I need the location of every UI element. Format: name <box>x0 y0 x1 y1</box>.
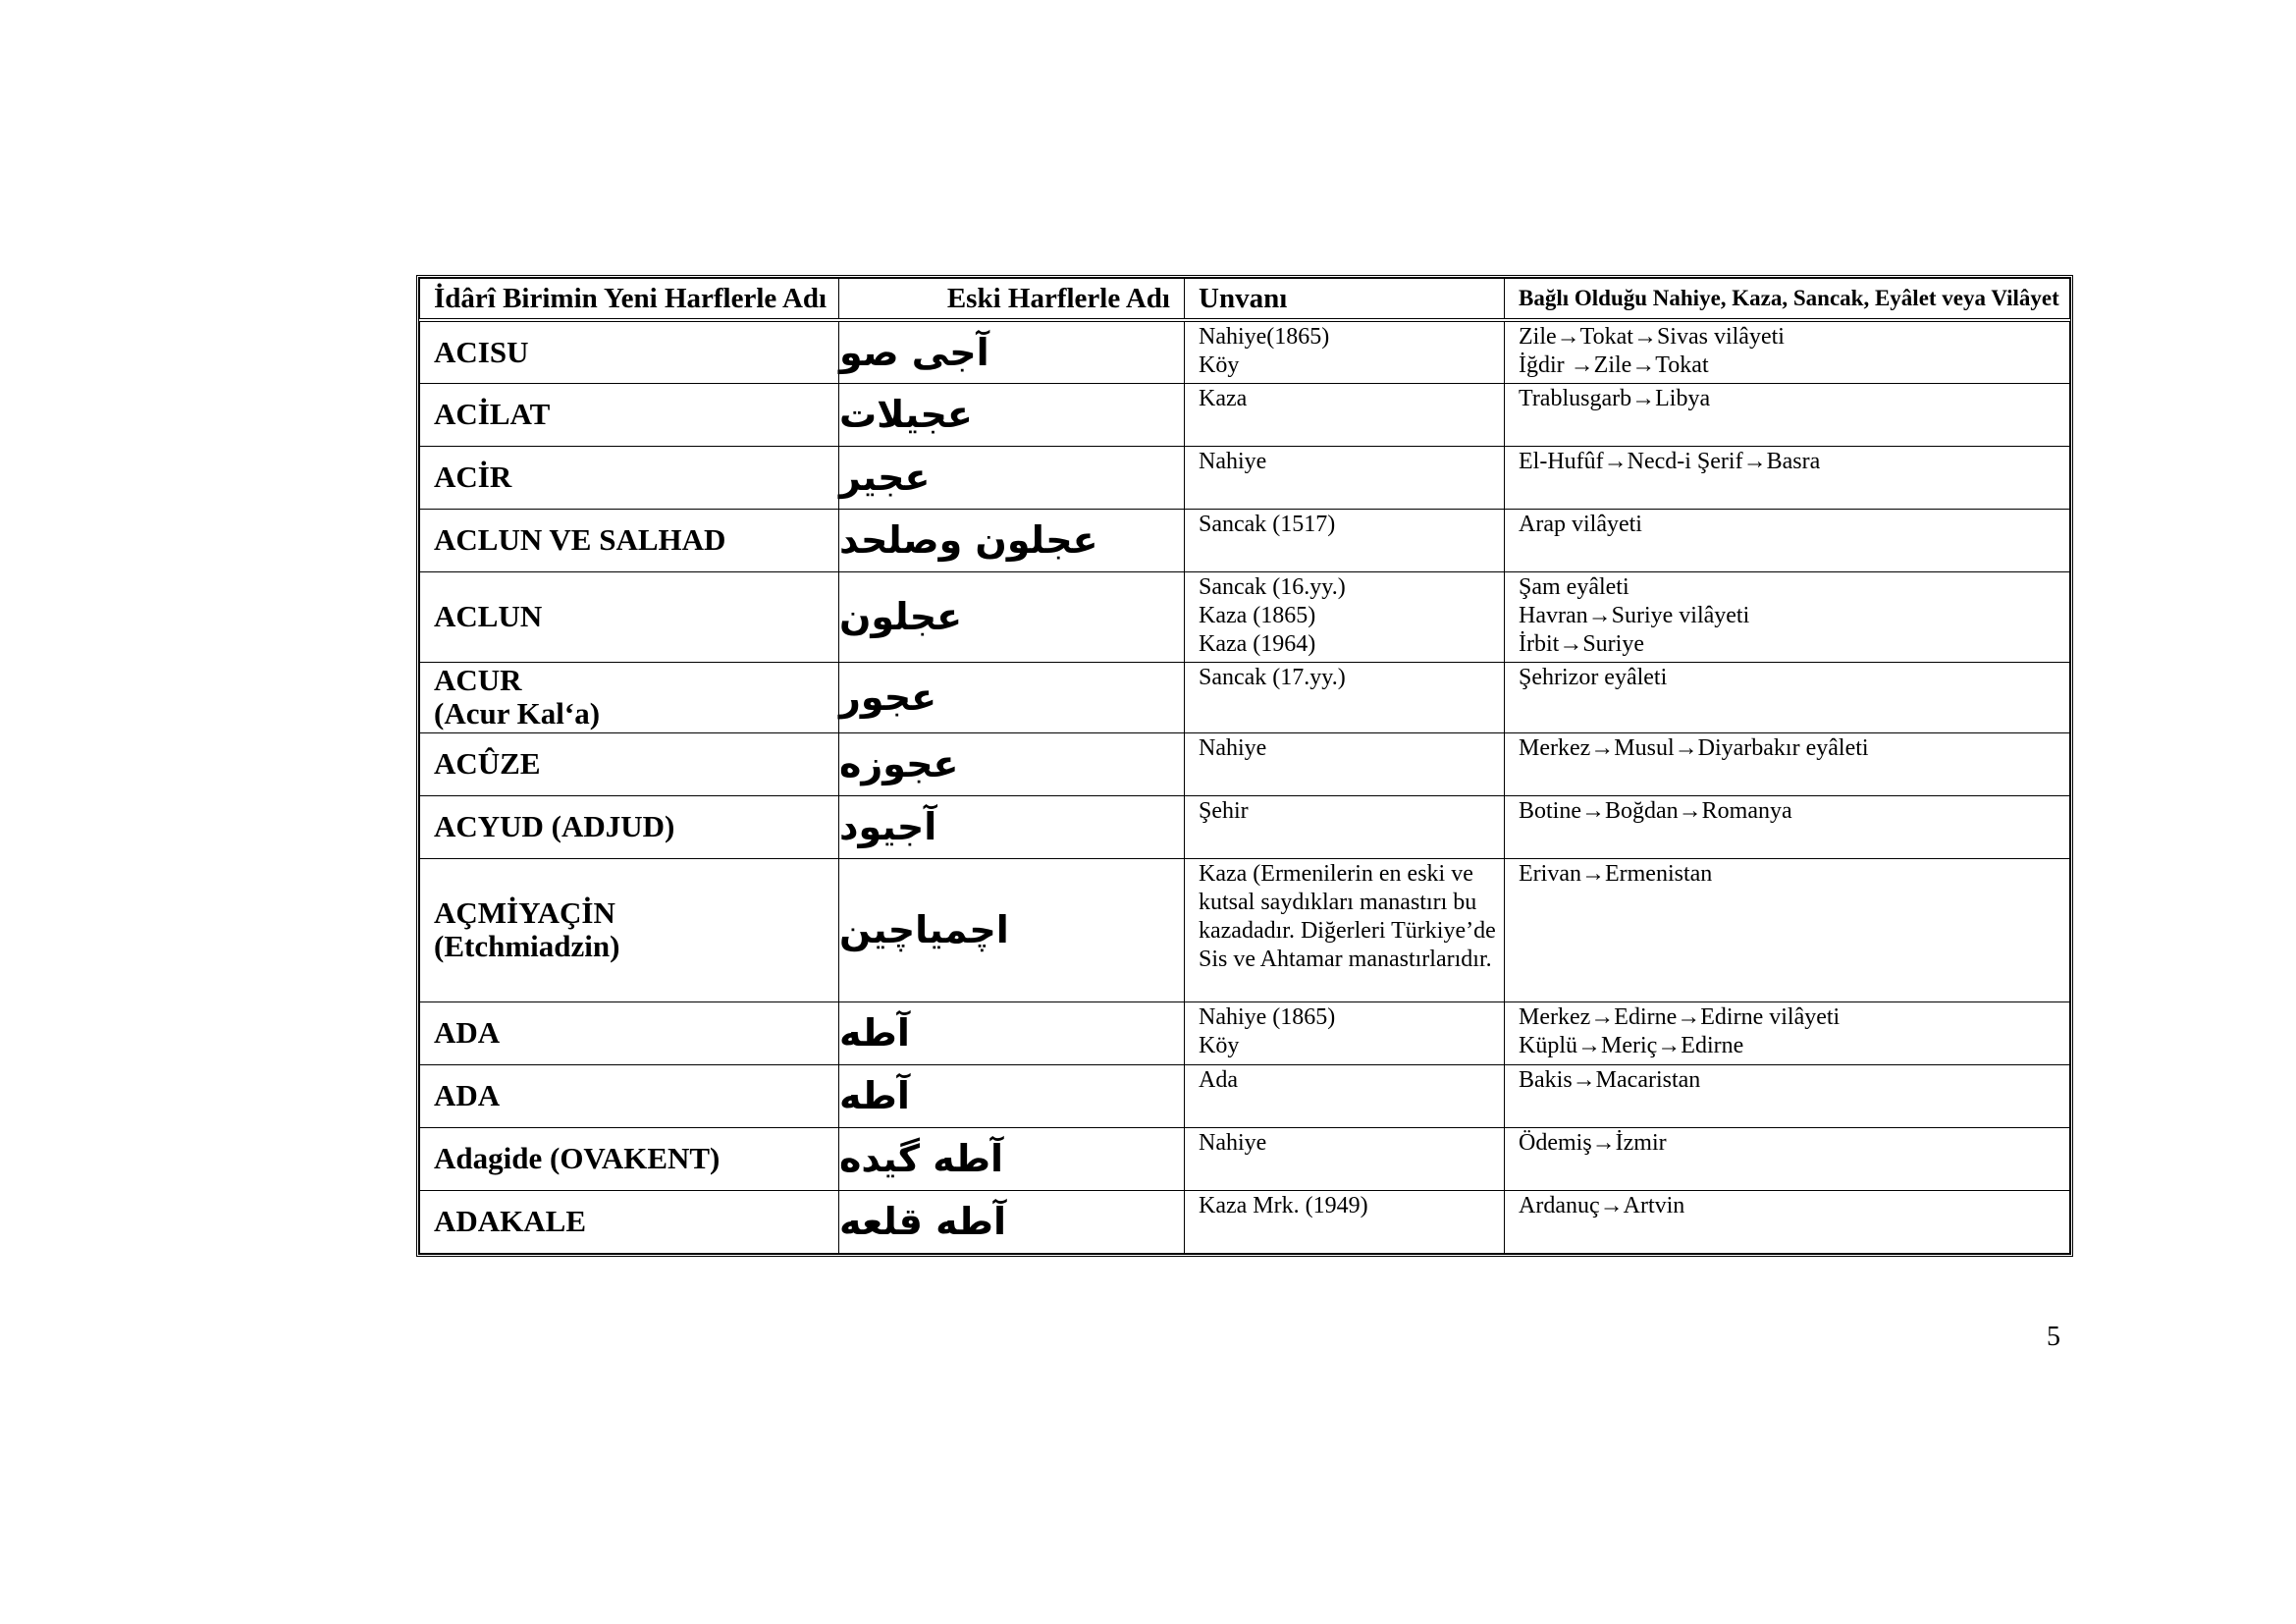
cell-old-name: آطه <box>839 1001 1185 1064</box>
title-line: Nahiye <box>1199 448 1267 474</box>
affiliation-line: Ardanuç→Artvin <box>1519 1192 1685 1218</box>
new-name-line: (Etchmiadzin) <box>434 929 620 963</box>
cell-affiliation <box>1505 446 2070 509</box>
cell-new-name <box>420 1190 839 1253</box>
cell-affiliation <box>1505 858 2070 1001</box>
affiliation-line: Botine→Boğdan→Romanya <box>1519 797 1792 824</box>
cell-old-name: اچمیاچین <box>839 858 1185 1001</box>
table-row <box>420 662 2070 732</box>
cell-old-name: عجلون <box>839 571 1185 662</box>
cell-affiliation <box>1505 1127 2070 1190</box>
cell-title <box>1185 1001 1505 1064</box>
affiliation-line: Küplü→Meriç→Edirne <box>1519 1032 1744 1058</box>
new-name-line: ACUR <box>434 663 522 697</box>
affiliation-line: Zile→Tokat→Sivas vilâyeti <box>1519 324 1785 350</box>
cell-old-name: عجوزه <box>839 732 1185 795</box>
title-line: Ada <box>1199 1066 1238 1093</box>
header-new-name: İdârî Birimin Yeni Harflerle Adı <box>420 279 839 321</box>
cell-affiliation <box>1505 320 2070 383</box>
table-row <box>420 446 2070 509</box>
table-row <box>420 571 2070 662</box>
title-line: Köy <box>1199 352 1240 378</box>
cell-title <box>1185 662 1505 732</box>
cell-affiliation <box>1505 571 2070 662</box>
new-name-line: ACISU <box>434 334 529 369</box>
header-affiliation: Bağlı Olduğu Nahiye, Kaza, Sancak, Eyâlet veya Vilâyet <box>1505 279 2070 321</box>
title-line: Nahiye (1865) <box>1199 1003 1336 1030</box>
cell-old-name: عجیر <box>839 446 1185 509</box>
cell-new-name <box>420 509 839 571</box>
table-row <box>420 1190 2070 1253</box>
cell-new-name <box>420 1127 839 1190</box>
cell-old-name: عجور <box>839 662 1185 732</box>
table-body <box>420 320 2070 1253</box>
cell-old-name: عجلون وصلحد <box>839 509 1185 571</box>
table-row <box>420 795 2070 858</box>
affiliation-line: İğdir →Zile→Tokat <box>1519 352 1709 378</box>
cell-title <box>1185 320 1505 383</box>
cell-old-name: آطه <box>839 1064 1185 1127</box>
table-row <box>420 732 2070 795</box>
new-name-line: ACLUN <box>434 599 543 633</box>
affiliation-line: Ödemiş→İzmir <box>1519 1129 1667 1156</box>
header-old-name: Eski Harflerle Adı <box>839 279 1185 321</box>
cell-affiliation <box>1505 1190 2070 1253</box>
cell-affiliation <box>1505 795 2070 858</box>
affiliation-line: Erivan→Ermenistan <box>1519 860 1713 887</box>
title-line: Nahiye <box>1199 1129 1267 1156</box>
table-row <box>420 858 2070 1001</box>
title-line: Kaza <box>1199 385 1248 411</box>
cell-old-name: آطه گیده <box>839 1127 1185 1190</box>
cell-old-name: عجیلات <box>839 383 1185 446</box>
new-name-line: ADAKALE <box>434 1204 587 1238</box>
affiliation-line: Trablusgarb→Libya <box>1519 385 1711 411</box>
cell-title <box>1185 509 1505 571</box>
cell-affiliation <box>1505 1001 2070 1064</box>
new-name-line: ADA <box>434 1015 501 1050</box>
cell-old-name: آجی صو <box>839 320 1185 383</box>
cell-title <box>1185 1127 1505 1190</box>
cell-new-name <box>420 1001 839 1064</box>
new-name-line: (Acur Kal‘a) <box>434 696 601 731</box>
new-name-line: ACÛZE <box>434 746 541 781</box>
affiliation-line: Arap vilâyeti <box>1519 511 1642 537</box>
new-name-line: ACLUN VE SALHAD <box>434 522 726 557</box>
table-row <box>420 1001 2070 1064</box>
affiliation-line: Merkez→Edirne→Edirne vilâyeti <box>1519 1003 1841 1030</box>
cell-affiliation <box>1505 662 2070 732</box>
title-line: Sancak (16.yy.) <box>1199 573 1346 600</box>
cell-old-name: آطه قلعه <box>839 1190 1185 1253</box>
title-line: Sancak (1517) <box>1199 511 1336 537</box>
cell-affiliation <box>1505 509 2070 571</box>
header-title: Unvanı <box>1185 279 1505 321</box>
affiliation-line: El-Hufûf→Necd-i Şerif→Basra <box>1519 448 1821 474</box>
affiliation-line: Bakis→Macaristan <box>1519 1066 1701 1093</box>
new-name-line: ACYUD (ADJUD) <box>434 809 675 843</box>
cell-affiliation <box>1505 1064 2070 1127</box>
page-number: 5 <box>2047 1322 2060 1352</box>
cell-new-name <box>420 1064 839 1127</box>
cell-affiliation <box>1505 383 2070 446</box>
gazetteer-table <box>416 275 2073 1257</box>
title-line: Kaza Mrk. (1949) <box>1199 1192 1368 1218</box>
cell-new-name <box>420 732 839 795</box>
cell-title <box>1185 571 1505 662</box>
cell-title <box>1185 1064 1505 1127</box>
title-line: Köy <box>1199 1032 1240 1058</box>
cell-title <box>1185 446 1505 509</box>
title-line: Sancak (17.yy.) <box>1199 664 1346 690</box>
affiliation-line: Havran→Suriye vilâyeti <box>1519 602 1750 628</box>
cell-new-name <box>420 383 839 446</box>
new-name-line: ACİR <box>434 460 512 494</box>
cell-title <box>1185 858 1505 1001</box>
table-header-row <box>420 279 2070 321</box>
cell-new-name <box>420 320 839 383</box>
title-line: Kaza (1964) <box>1199 630 1316 657</box>
cell-new-name <box>420 571 839 662</box>
table-row <box>420 1127 2070 1190</box>
new-name-line: Adagide (OVAKENT) <box>434 1141 721 1175</box>
cell-title <box>1185 383 1505 446</box>
cell-new-name <box>420 858 839 1001</box>
title-line: Şehir <box>1199 797 1249 824</box>
cell-new-name <box>420 795 839 858</box>
new-name-line: ACİLAT <box>434 397 551 431</box>
title-text: Kaza (Ermenilerin en eski ve kutsal saydıkları manastırı bu kazadadır. Diğerleri Türkiye’de Sis ve Ahtamar manastırlarıdır. <box>1199 860 1496 972</box>
cell-old-name: آجیود <box>839 795 1185 858</box>
affiliation-line: Merkez→Musul→Diyarbakır eyâleti <box>1519 734 1869 761</box>
new-name-line: AÇMİYAÇİN <box>434 895 615 930</box>
cell-new-name <box>420 446 839 509</box>
affiliation-line: Şam eyâleti <box>1519 573 1629 600</box>
title-line: Nahiye <box>1199 734 1267 761</box>
cell-title <box>1185 732 1505 795</box>
cell-title <box>1185 795 1505 858</box>
title-line: Nahiye(1865) <box>1199 324 1330 350</box>
affiliation-line: Şehrizor eyâleti <box>1519 664 1668 690</box>
cell-new-name <box>420 662 839 732</box>
affiliation-line: İrbit→Suriye <box>1519 630 1644 657</box>
table-row <box>420 1064 2070 1127</box>
table-row <box>420 320 2070 383</box>
cell-title <box>1185 1190 1505 1253</box>
table-row <box>420 509 2070 571</box>
cell-affiliation <box>1505 732 2070 795</box>
new-name-line: ADA <box>434 1078 501 1112</box>
table-row <box>420 383 2070 446</box>
title-line: Kaza (1865) <box>1199 602 1316 628</box>
